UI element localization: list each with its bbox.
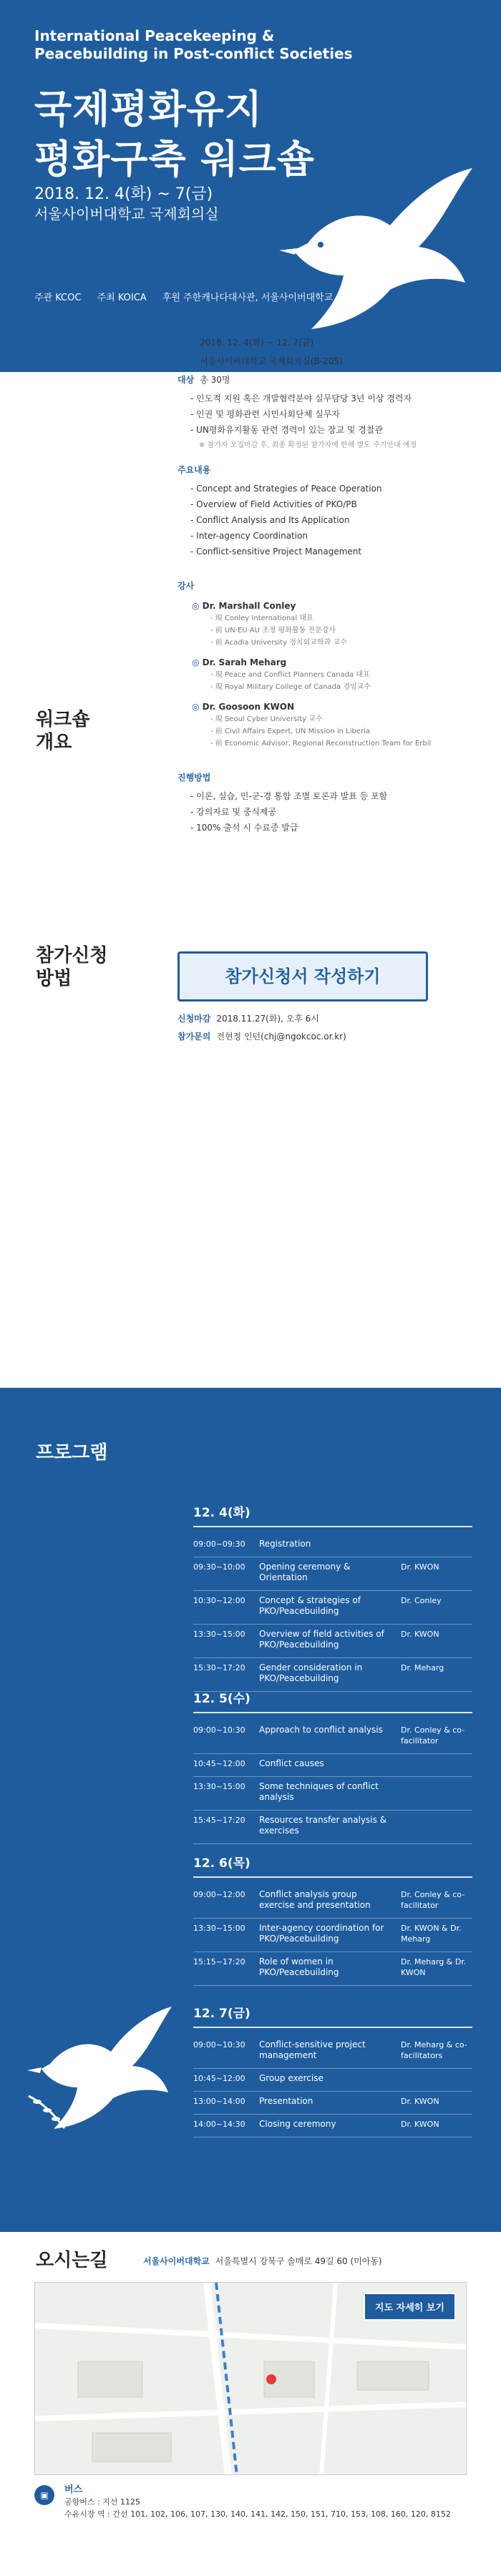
lecturer-label: 강사 — [177, 581, 195, 591]
apply-form-button[interactable]: 참가신청서 작성하기 — [177, 951, 428, 1001]
method-item: - 100% 출석 시 수료증 발급 — [190, 823, 298, 833]
day-block: 12. 4(화) 09:00~09:30 Registration 09:30~10:00 Opening ceremony & Orientation Dr. KWON 10:30~12:00 Concept & strategies of PKO/Peacebuilding Dr. Conley 13:30~15:00 Overview of field activities of PKO/Peacebuilding Dr. KWON 15:30~17:20 Gender consideration in PKO/Peacebuilding Dr. Meharg — [193, 1502, 472, 1692]
session-row: 13:30~15:00 Inter-agency coordination for PKO/Peacebuilding Dr. KWON & Dr. Meharg — [193, 1919, 472, 1952]
session-row: 10:30~12:00 Concept & strategies of PKO/Peacebuilding Dr. Conley — [193, 1591, 472, 1625]
bus-info: ▣ 버스 공항버스 : 지선 1125 수유시장 역 : 간선 101, 102, 106, 107, 130, 140, 141, 142, 150, 151, 710, 153, 108, 160, 120, 8152 — [34, 2484, 467, 2520]
content-item: - Conflict Analysis and Its Application — [190, 515, 350, 525]
session-row: 09:00~09:30 Registration — [193, 1534, 472, 1557]
target-item: - 인권 및 평화관련 시민사회단체 실무자 — [190, 409, 340, 419]
method-item: - 강의자료 및 중식제공 — [190, 807, 277, 817]
method-item: - 이론, 실습, 민-군-경 통합 조별 토론과 발표 등 포함 — [190, 791, 388, 801]
session-row: 09:30~10:00 Opening ceremony & Orientation Dr. KWON — [193, 1557, 472, 1591]
apply-deadline: 신청마감 2018.11.27(화), 오후 6시 — [177, 1014, 319, 1024]
target-note: ※ 참가자 모집마감 후, 최종 확정된 참가자에 한해 별도 주기안내 예정 — [199, 441, 417, 449]
session-row: 10:45~12:00 Conflict causes — [193, 1754, 472, 1777]
location-section — [0, 2232, 501, 2576]
target-item: - 인도적 지원 혹은 개발협력분야 실무담당 3년 이상 경력자 — [190, 393, 412, 403]
period-value: 2018. 12. 4(화) ~ 12. 7(금) — [200, 338, 314, 348]
session-row: 13:00~14:00 Presentation Dr. KWON — [193, 2092, 472, 2115]
lecturer-name: ◎ Dr. Marshall Conley — [192, 599, 478, 612]
session-row: 15:30~17:20 Gender consideration in PKO/Peacebuilding Dr. Meharg — [193, 1658, 472, 1692]
method-label: 진행방법 — [177, 773, 211, 783]
overview-title: 워크숍 개요 — [36, 709, 90, 753]
content-item: - Overview of Field Activities of PKO/PB — [190, 499, 357, 509]
day-block: 12. 7(금) 09:00~10:30 Conflict-sensitive project management Dr. Meharg & co-facilitators 10:45~12:00 Group exercise 13:00~14:00 Presentation Dr. KWON 14:00~14:30 Closing ceremony Dr. KWON — [193, 2003, 472, 2137]
session-row: 15:45~17:20 Resources transfer analysis & exercises — [193, 1811, 472, 1844]
session-row: 13:30~15:00 Some techniques of conflict analysis — [193, 1777, 472, 1811]
content-label: 주요내용 — [177, 465, 211, 475]
address-line: 서울사이버대학교 서울특별시 강북구 솔매로 49길 60 (미아동) — [143, 2256, 382, 2266]
place-value: 서울사이버대학교 국제회의실(B-205) — [200, 356, 343, 366]
dove-icon — [21, 1996, 179, 2139]
content-item: - Concept and Strategies of Peace Operation — [190, 484, 382, 494]
day-block: 12. 5(수) 09:00~10:30 Approach to conflict analysis Dr. Conley & co-facilitator 10:45~12:00 Conflict causes 13:30~15:00 Some techniques of conflict analysis 15:45~17:20 Resources transfer analysis & exercises — [193, 1688, 472, 1844]
dove-icon — [265, 157, 480, 351]
map-detail-button[interactable]: 지도 자세히 보기 — [364, 2293, 456, 2321]
target-item: - UN평화유지활동 관련 경력이 있는 장교 및 경찰관 — [190, 425, 384, 435]
program-section — [0, 1388, 501, 2232]
apply-title: 참가신청 방법 — [36, 945, 108, 989]
target-value: 총 30명 — [200, 375, 230, 385]
english-title: International Peacekeeping & Peacebuilding in Post-conflict Societies — [34, 27, 353, 62]
session-row: 15:15~17:20 Role of women in PKO/Peacebuilding Dr. Meharg & Dr. KWON — [193, 1952, 472, 1986]
overview-content: 기간 2018. 12. 4(화) ~ 12. 7(금) 장소 서울사이버대학교 국제회의실(B-205) 대상 총 30명 - 인도적 지원 혹은 개발협력분야 실무담당 3년 이상 경력자 - 인권 및 평화관련 시민사회단체 실무자 - UN평화유지활동 관련 경력이 있는 장교 및 경찰관 ※ 참가자 모집마감 후, 최종 확정된 참가자에 한해 별도 주기안내 예정 주요내용 - Concept and Strategies of Peace Operation - Overview of Field Activities of PKO/PB - Conflict Analysis and Its Application - Inter-agency Coordination - Conflict-sensitive Project Management 강사 ◎ Dr. Marshall Conley - 現 Conley International 대표 - 前 UN·EU·AU 조정 평화활동 전문강사 - 前 Acadia University 정치외교학과 교수 ◎ Dr. Sarah Meharg - 現 Peace and Conflict Planners Canada 대표 - 現 Royal Military College of Canada 겸임교수 ◎ Dr. Goosoon KWON - 現 Seoul Cyber University 교수 - 前 Civil Affairs Expert, UN Mission in Liberia - 前 Economic Advisor, Regional Reconstruction Team for Erbil 진행방법 - 이론, 실습, 민-군-경 통합 조별 토론과 발표 등 포함 - 강의자료 및 중식제공 - 100% 출석 시 수료증 발급 — [177, 336, 478, 837]
session-row: 13:30~15:00 Overview of field activities of PKO/Peacebuilding Dr. KWON — [193, 1625, 472, 1658]
event-venue: 서울사이버대학교 국제회의실 — [34, 205, 219, 222]
bus-icon: ▣ — [34, 2485, 54, 2505]
hero-banner — [0, 0, 501, 372]
content-item: - Conflict-sensitive Project Management — [190, 547, 362, 557]
session-row: 14:00~14:30 Closing ceremony Dr. KWON — [193, 2115, 472, 2137]
session-row: 09:00~12:00 Conflict analysis group exercise and presentation Dr. Conley & co-facilitator — [193, 1885, 472, 1919]
apply-contact: 참가문의 전현정 인턴(chj@ngokcoc.or.kr) — [177, 1032, 346, 1042]
program-title: 프로그램 — [36, 1442, 108, 1464]
day-block: 12. 6(목) 09:00~12:00 Conflict analysis group exercise and presentation Dr. Conley & co-facilitator 13:30~15:00 Inter-agency coordination for PKO/Peacebuilding Dr. KWON & Dr. Meharg 15:15~17:20 Role of women in PKO/Peacebuilding Dr. Meharg & Dr. KWON — [193, 1853, 472, 1986]
content-item: - Inter-agency Coordination — [190, 531, 308, 541]
location-map[interactable] — [34, 2282, 467, 2475]
host-info: 주관 KCOC 주최 KOICA 후원 주한캐나다대사관, 서울사이버대학교 — [34, 293, 334, 303]
session-row: 10:45~12:00 Group exercise — [193, 2069, 472, 2092]
session-row: 09:00~10:30 Conflict-sensitive project management Dr. Meharg & co-facilitators — [193, 2035, 472, 2069]
lecturer-name: ◎ Dr. Goosoon KWON — [192, 700, 478, 713]
event-date: 2018. 12. 4(화) ~ 7(금) — [34, 185, 213, 203]
location-title: 오시는길 — [36, 2250, 108, 2271]
session-row: 09:00~10:30 Approach to conflict analysis Dr. Conley & co-facilitator — [193, 1720, 472, 1754]
lecturer-name: ◎ Dr. Sarah Meharg — [192, 656, 478, 669]
main-title: 국제평화유지 평화구축 워크숍 — [34, 87, 315, 182]
